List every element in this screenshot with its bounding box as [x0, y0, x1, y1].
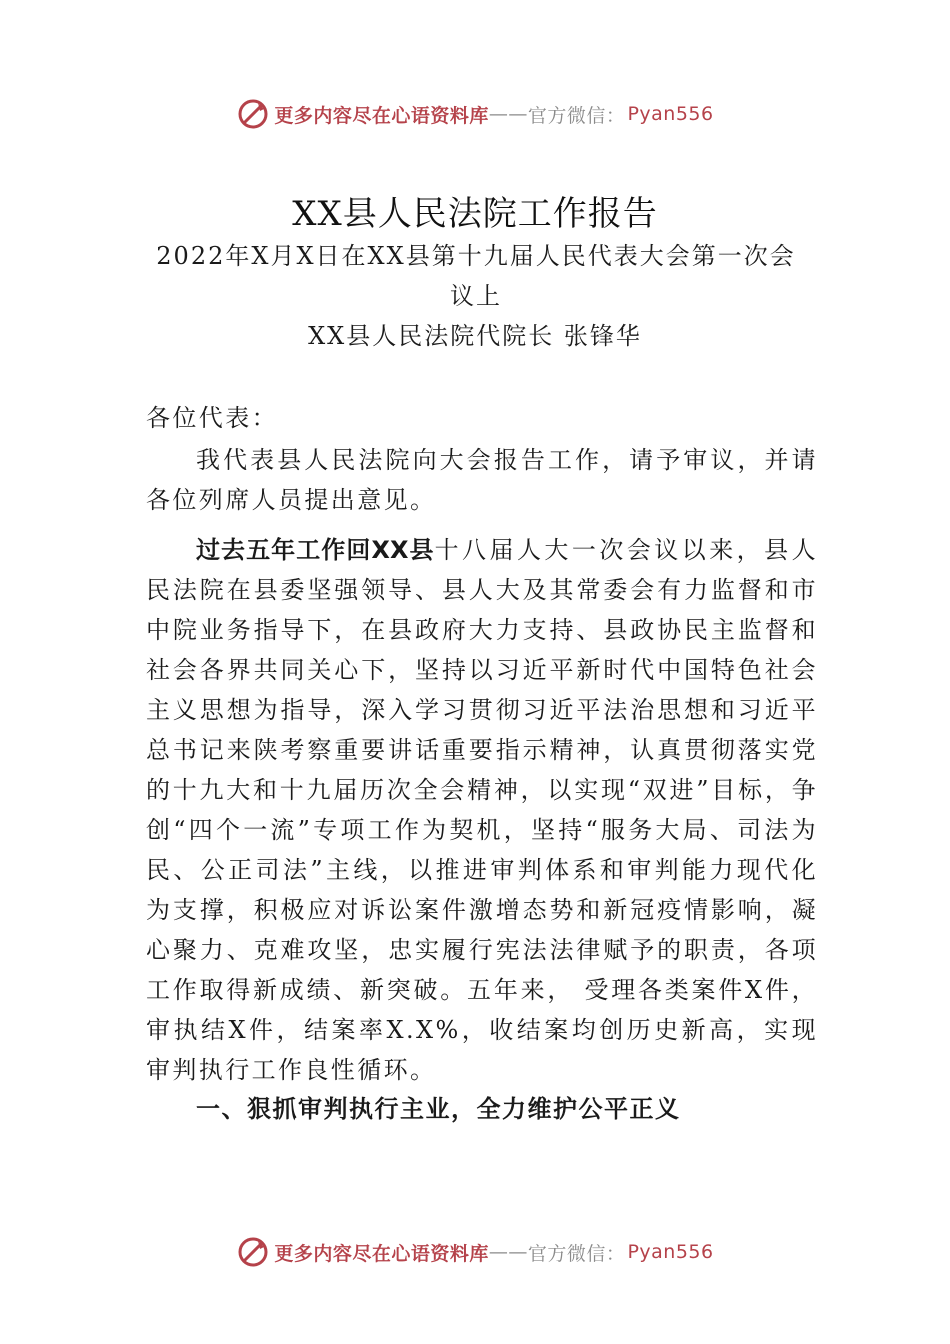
watermark-account: Pyan556: [627, 103, 714, 125]
document-title: XX县人民法院工作报告: [292, 194, 658, 234]
brush-logo-icon: [236, 1235, 270, 1269]
watermark-banner-top: [0, 94, 950, 134]
salutation: 各位代表：: [146, 404, 278, 432]
document-subtitle: 2022年X月X日在XX县第十九届人民代表大会第一次会议上: [156, 242, 796, 310]
paragraph-intro: 我代表县人民法院向大会报告工作，请予审议，并请各位列席人员提出意见。: [146, 446, 818, 514]
paragraph-review-lead: 过去五年工作回XX县: [196, 536, 435, 564]
watermark-text: 更多内容尽在心语资料库: [274, 104, 489, 127]
paragraph-review-body: 十八届人大一次会议以来，县人民法院在县委坚强领导、县人大及其常委会有力监督和市中院业务指导下，在县政府大力支持、县政协民主监督和社会各界共同关心下，坚持以习近平新时代中国特色社会主义思想为指导，深入学习贯彻习近平法治思想和习近平总书记来陕考察重要讲话重要指示精神，认真贯彻落实党的十九大和十九届历次全会精神，以实现“双进”目标，争创“四个一流”专项工作为契机，坚持“服务大局、司法为民、公正司法”主线，以推进审判体系和审判能力现代化为支撑，积极应对诉讼案件激增态势和新冠疫情影响，凝心聚力、克难攻坚，忠实履行宪法法律赋予的职责，各项工作取得新成绩、新突破。五年来， 受理各类案件X件，审执结X件，结案率X.X%，收结案均创历史新高，实现审判执行工作良性循环。: [146, 536, 818, 1084]
watermark-text: 更多内容尽在心语资料库: [274, 1242, 489, 1265]
watermark-label: 官方微信：: [527, 1242, 626, 1265]
watermark-label: 官方微信：: [527, 104, 626, 127]
paragraph-review: [146, 530, 818, 1090]
watermark-banner-bottom: [0, 1232, 950, 1272]
document-author: XX县人民法院代院长 张锋华: [308, 322, 642, 350]
watermark-dash: ——: [488, 103, 528, 125]
section-heading-1: 一、狠抓审判执行主业，全力维护公平正义: [196, 1095, 681, 1123]
watermark-account: Pyan556: [627, 1241, 714, 1263]
watermark-dash: ——: [488, 1241, 528, 1263]
brush-logo-icon: [236, 97, 270, 131]
